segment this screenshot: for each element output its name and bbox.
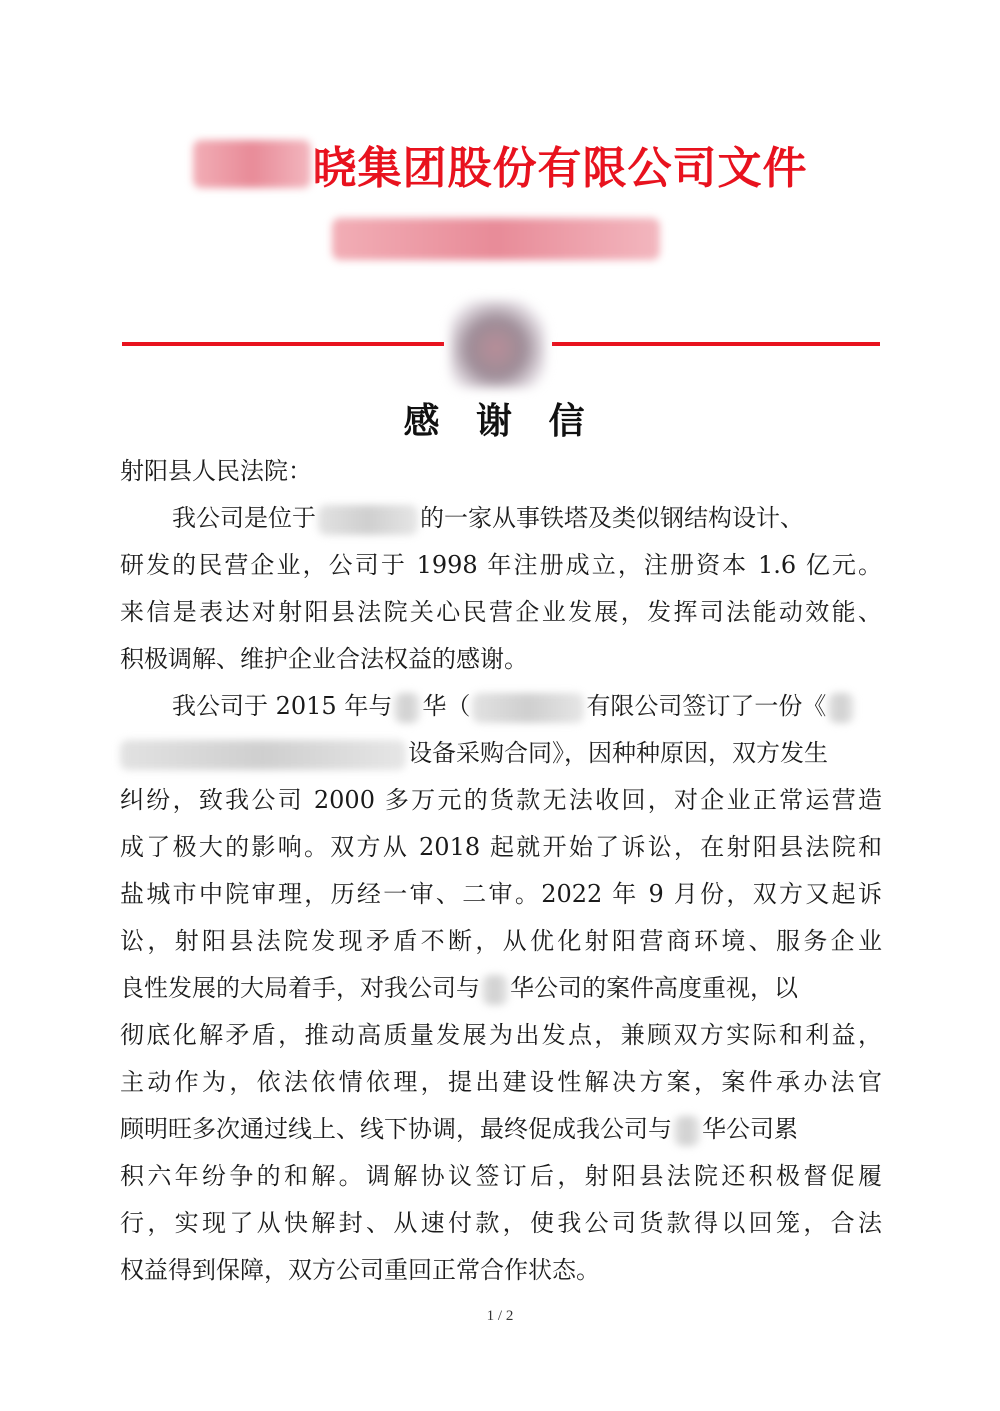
text-segment: 良性发展的大局着手，对我公司与: [120, 974, 480, 1002]
text-segment: 华（: [422, 692, 471, 720]
redacted-name: [472, 693, 584, 723]
paragraph-2-line-6: 讼，射阳县法院发现矛盾不断，从优化射阳营商环境、服务企业: [120, 927, 882, 955]
paragraph-2-line-13: 权益得到保障，双方公司重回正常合作状态。: [120, 1256, 600, 1284]
redacted-contract-name: [120, 740, 406, 770]
paragraph-2-line-10: [120, 1106, 882, 1153]
paragraph-1-line-1: [120, 495, 882, 542]
paragraph-2-line-1: [120, 683, 882, 730]
redacted-location: [318, 505, 418, 535]
paragraph-1-line-2: 研发的民营企业，公司于 1998 年注册成立，注册资本 1.6 亿元。: [120, 551, 882, 579]
paragraph-2-line-3: 纠纷，致我公司 2000 多万元的货款无法收回，对企业正常运营造: [120, 786, 882, 814]
letterhead-divider-right: [552, 342, 880, 346]
text-segment: 有限公司签订了一份《: [586, 692, 827, 720]
redacted-document-number: [332, 218, 660, 260]
text-segment: 设备采购合同》，因种种原因，双方发生: [408, 739, 828, 767]
text-segment: 我公司于 2015 年与: [172, 692, 393, 720]
paragraph-2-line-7: [120, 965, 882, 1012]
paragraph-2-line-11: 积六年纷争的和解。调解协议签订后，射阳县法院还积极督促履: [120, 1162, 882, 1190]
paragraph-2-line-2: [120, 730, 882, 777]
paragraph-2-line-4: 成了极大的影响。双方从 2018 起就开始了诉讼，在射阳县法院和: [120, 833, 882, 861]
letter-heading: 感 谢 信: [403, 401, 597, 442]
paragraph-1-line-4: 积极调解、维护企业合法权益的感谢。: [120, 645, 528, 673]
paragraph-2-line-9: 主动作为，依法依情依理，提出建设性解决方案，案件承办法官: [120, 1068, 882, 1096]
redacted-seal-mark: [450, 300, 546, 388]
letterhead-divider-left: [122, 342, 444, 346]
redacted-company-name: [193, 140, 311, 188]
text-segment: 我公司是位于: [172, 504, 316, 532]
letterhead: [0, 132, 1000, 196]
salutation: 射阳县人民法院：: [120, 457, 312, 485]
page-number: 1 / 2: [486, 1308, 514, 1324]
paragraph-2-line-12: 行，实现了从快解封、从速付款，使我公司货款得以回笼，合法: [120, 1209, 882, 1237]
redacted-name: [674, 1116, 700, 1146]
text-segment: 华公司累: [702, 1115, 798, 1143]
letter-body: [120, 448, 882, 1294]
org-title: 晓集团股份有限公司文件: [312, 143, 808, 194]
paragraph-2-line-8: 彻底化解矛盾，推动高质量发展为出发点，兼顾双方实际和利益，: [120, 1021, 882, 1049]
paragraph-1-line-3: 来信是表达对射阳县法院关心民营企业发展，发挥司法能动效能、: [120, 598, 882, 626]
redacted-contract-name: [828, 693, 854, 723]
text-segment: 顾明旺多次通过线上、线下协调，最终促成我公司与: [120, 1115, 672, 1143]
text-segment: 华公司的案件高度重视，以: [510, 974, 798, 1002]
text-segment: 的一家从事铁塔及类似钢结构设计、: [420, 504, 804, 532]
paragraph-2-line-5: 盐城市中院审理，历经一审、二审。2022 年 9 月份，双方又起诉: [120, 880, 882, 908]
redacted-name: [482, 975, 508, 1005]
redacted-name: [394, 693, 420, 723]
